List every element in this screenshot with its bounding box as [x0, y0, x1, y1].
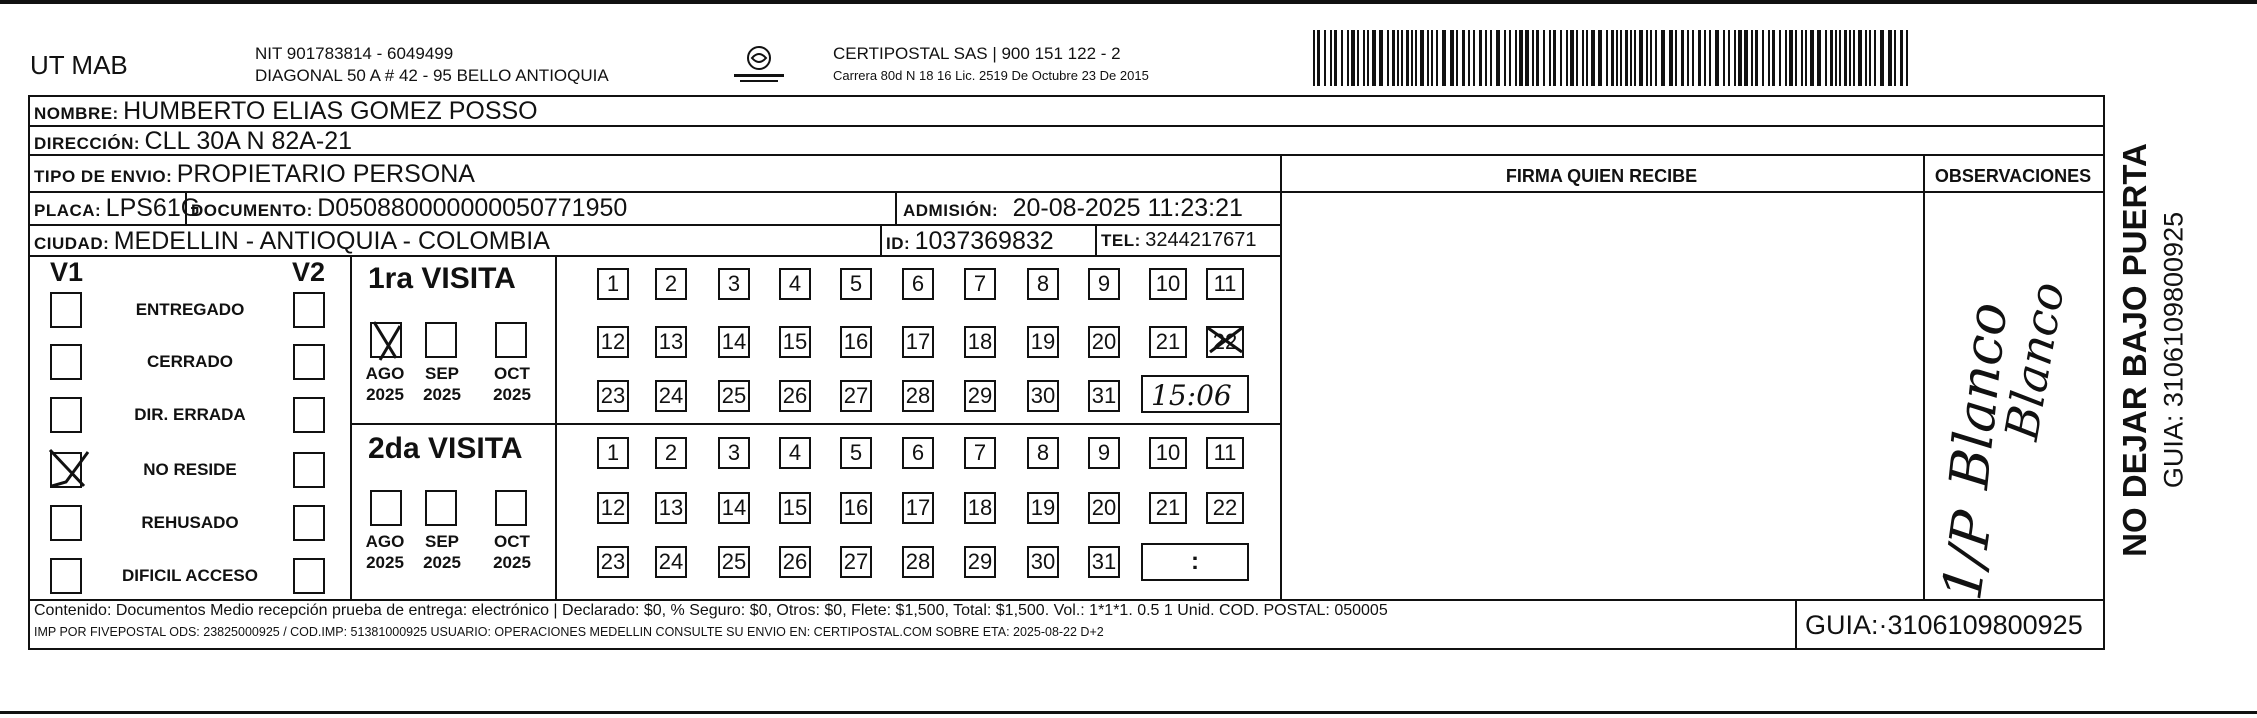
first-day-box[interactable]: 3 — [718, 268, 750, 300]
first-month-checkbox[interactable] — [495, 322, 527, 358]
barcode — [1313, 30, 1911, 86]
first-day-box[interactable]: 11 — [1206, 268, 1244, 300]
first-day-box[interactable]: 18 — [964, 326, 996, 358]
status-label: CERRADO — [147, 352, 233, 371]
grid-row3 — [28, 191, 2103, 193]
grid-status-right — [350, 255, 352, 600]
carrier-logo — [728, 42, 790, 88]
carrier-name: CERTIPOSTAL SAS | 900 151 122 - 2 — [833, 44, 1121, 63]
grid-row4 — [28, 224, 1282, 226]
handwriting-1p: 1/P — [1930, 507, 2005, 604]
grid-guia-left — [1795, 599, 1797, 649]
first-day-box[interactable]: 25 — [718, 380, 750, 412]
first-day-box[interactable]: 14 — [718, 326, 750, 358]
id-value: 1037369832 — [914, 227, 1054, 255]
first-day-box[interactable]: 6 — [902, 268, 934, 300]
nombre-label: NOMBRE: — [34, 104, 119, 123]
second-day-box[interactable]: 2 — [655, 437, 687, 469]
first-day-box[interactable]: 16 — [840, 326, 872, 358]
status-label: ENTREGADO — [135, 300, 245, 319]
id-row — [886, 227, 1054, 256]
status-label: DIFICIL ACCESO — [121, 566, 258, 585]
first-visit-time: 15:06 — [1151, 379, 1232, 412]
second-year-label: 2025 — [493, 553, 531, 572]
second-day-box[interactable]: 8 — [1027, 437, 1059, 469]
second-month-label: OCT — [494, 532, 530, 551]
second-year-label: 2025 — [366, 553, 404, 572]
v2-checkbox[interactable] — [293, 505, 325, 541]
first-day-box[interactable]: 10 — [1149, 268, 1187, 300]
v2-checkbox[interactable] — [293, 344, 325, 380]
footer-guia: GUIA:·3106109800925 — [1805, 610, 2083, 640]
first-year-label: 2025 — [423, 385, 461, 404]
handwriting-blanco-2: Blanco — [1994, 278, 2075, 444]
second-visit-title: 2da VISITA — [368, 432, 523, 465]
second-day-box[interactable]: 15 — [779, 492, 811, 524]
second-month-label: AGO — [365, 532, 405, 551]
grid-visits-mid — [350, 423, 1282, 425]
no-reside-check-mark — [44, 444, 94, 494]
grid-right — [2103, 95, 2105, 650]
documento-label: DOCUMENTO: — [191, 201, 313, 220]
day22-check-mark — [1204, 322, 1246, 358]
second-visit-time-box[interactable] — [1141, 543, 1249, 581]
v1-checkbox[interactable] — [50, 397, 82, 433]
tel-label: TEL: — [1101, 231, 1141, 250]
tel-row — [1101, 229, 1256, 252]
documento-row — [191, 194, 627, 223]
tipo-value: PROPIETARIO PERSONA — [176, 160, 475, 188]
first-day-box[interactable]: 27 — [840, 380, 872, 412]
first-year-label: 2025 — [493, 385, 531, 404]
first-day-box[interactable]: 24 — [655, 380, 687, 412]
second-day-box[interactable]: 31 — [1088, 546, 1120, 578]
first-day-box[interactable]: 8 — [1027, 268, 1059, 300]
second-year-label: 2025 — [423, 553, 461, 572]
second-day-box[interactable]: 22 — [1206, 492, 1244, 524]
first-visit-title: 1ra VISITA — [368, 262, 516, 295]
second-day-box[interactable]: 30 — [1027, 546, 1059, 578]
nombre-value: HUMBERTO ELIAS GOMEZ POSSO — [123, 97, 538, 125]
first-day-box[interactable]: 19 — [1027, 326, 1059, 358]
v1-checkbox[interactable] — [50, 558, 82, 594]
second-day-box[interactable]: 26 — [779, 546, 811, 578]
first-day-box[interactable]: 20 — [1088, 326, 1120, 358]
footer-contenido: Contenido: Documentos Medio recepción prueba de entrega: electrónico | Declarado: $0, % Seguro: $0, Otros: $0, Flete: $1,500, Total: $1,500. Vol.: 1*1*1. 0.5 1 Unid. COD. POSTAL: 050005 — [34, 602, 1388, 619]
first-month-label: AGO — [365, 364, 405, 383]
second-month-checkbox[interactable] — [495, 490, 527, 526]
first-day-box[interactable]: 12 — [597, 326, 629, 358]
first-day-box[interactable]: 28 — [902, 380, 934, 412]
ago-check-mark — [366, 316, 410, 364]
observaciones-area[interactable] — [1925, 194, 2101, 604]
second-month-label: SEP — [424, 532, 460, 551]
second-day-box[interactable]: 25 — [718, 546, 750, 578]
direccion-row — [34, 127, 352, 156]
first-day-box[interactable]: 26 — [779, 380, 811, 412]
company-name: UT MAB — [30, 50, 128, 80]
admision-row — [903, 194, 1243, 223]
v2-checkbox[interactable] — [293, 292, 325, 328]
second-day-box[interactable]: 10 — [1149, 437, 1187, 469]
grid-left — [28, 95, 30, 650]
footer-imp: IMP POR FIVEPOSTAL ODS: 23825000925 / COD.IMP: 51381000925 USUARIO: OPERACIONES MEDELLIN CONSULTE SU ENVIO EN: CERTIPOSTAL.COM SOBRE ETA: 2025-08-22 D+2 — [34, 625, 1104, 639]
carrier-license: Carrera 80d N 18 16 Lic. 2519 De Octubre 23 De 2015 — [833, 68, 1149, 83]
grid-admision-sep — [895, 191, 897, 224]
top-border — [0, 0, 2257, 4]
placa-value: LPS61G — [105, 194, 201, 222]
v2-checkbox[interactable] — [293, 452, 325, 488]
placa-label: PLACA: — [34, 201, 102, 220]
ciudad-label: CIUDAD: — [34, 234, 110, 253]
first-visit-time-box[interactable] — [1141, 375, 1249, 413]
second-day-box[interactable]: 9 — [1088, 437, 1120, 469]
ciudad-value: MEDELLIN - ANTIOQUIA - COLOMBIA — [113, 227, 550, 255]
admision-value: 20-08-2025 11:23:21 — [1012, 194, 1243, 222]
second-day-box[interactable]: 5 — [840, 437, 872, 469]
second-day-box[interactable]: 18 — [964, 492, 996, 524]
first-day-box[interactable]: 7 — [964, 268, 996, 300]
v2-label: V2 — [292, 257, 326, 287]
status-label: NO RESIDE — [143, 460, 237, 479]
second-day-box[interactable]: 24 — [655, 546, 687, 578]
first-day-box[interactable]: 23 — [597, 380, 629, 412]
first-day-box[interactable]: 15 — [779, 326, 811, 358]
first-month-checkbox[interactable] — [425, 322, 457, 358]
first-month-label: SEP — [424, 364, 460, 383]
second-day-box[interactable]: 1 — [597, 437, 629, 469]
second-day-box[interactable]: 21 — [1149, 492, 1187, 524]
bottom-border — [0, 711, 2257, 714]
grid-firma-left — [1280, 154, 1282, 600]
second-day-box[interactable]: 19 — [1027, 492, 1059, 524]
documento-value: D050880000000050771950 — [317, 194, 628, 222]
status-label: REHUSADO — [141, 513, 239, 532]
observaciones-header: OBSERVACIONES — [1934, 166, 2092, 186]
v2-checkbox[interactable] — [293, 558, 325, 594]
first-day-box[interactable]: 30 — [1027, 380, 1059, 412]
second-day-box[interactable]: 20 — [1088, 492, 1120, 524]
first-day-box[interactable]: 9 — [1088, 268, 1120, 300]
v2-checkbox[interactable] — [293, 397, 325, 433]
admision-label: ADMISIÓN: — [903, 201, 999, 220]
v1-checkbox[interactable] — [50, 505, 82, 541]
direccion-value: CLL 30A N 82A-21 — [144, 127, 353, 155]
company-nit: NIT 901783814 - 6049499 — [255, 44, 454, 63]
first-day-box[interactable]: 2 — [655, 268, 687, 300]
second-month-checkbox[interactable] — [425, 490, 457, 526]
first-day-box[interactable]: 31 — [1088, 380, 1120, 412]
first-day-box[interactable]: 17 — [902, 326, 934, 358]
grid-id-sep — [880, 224, 882, 255]
first-day-box[interactable]: 1 — [597, 268, 629, 300]
firma-header: FIRMA QUIEN RECIBE — [1505, 166, 1698, 186]
company-address: DIAGONAL 50 A # 42 - 95 BELLO ANTIOQUIA — [255, 66, 609, 85]
second-day-box[interactable]: 14 — [718, 492, 750, 524]
direccion-label: DIRECCIÓN: — [34, 134, 141, 153]
second-day-box[interactable]: 11 — [1206, 437, 1244, 469]
second-day-box[interactable]: 7 — [964, 437, 996, 469]
grid-tel-sep — [1095, 224, 1097, 255]
v1-checkbox[interactable] — [50, 344, 82, 380]
status-label: DIR. ERRADA — [134, 405, 246, 424]
first-day-box[interactable]: 29 — [964, 380, 996, 412]
first-day-box[interactable]: 5 — [840, 268, 872, 300]
second-day-box[interactable]: 23 — [597, 546, 629, 578]
second-day-box[interactable]: 13 — [655, 492, 687, 524]
id-label: ID: — [886, 234, 911, 253]
second-day-box[interactable]: 27 — [840, 546, 872, 578]
side-guia: GUIA: 3106109800925 — [2158, 211, 2189, 489]
tipo-row — [34, 160, 475, 189]
handwriting-blanco-1: Blanco — [1937, 299, 2020, 492]
grid-bottom — [28, 648, 2103, 650]
second-day-box[interactable]: 28 — [902, 546, 934, 578]
side-warning: NO DEJAR BAJO PUERTA — [2116, 143, 2153, 557]
second-day-box[interactable]: 12 — [597, 492, 629, 524]
v1-checkbox[interactable] — [50, 292, 82, 328]
tipo-label: TIPO DE ENVIO: — [34, 167, 173, 186]
second-day-box[interactable]: 3 — [718, 437, 750, 469]
second-day-box[interactable]: 29 — [964, 546, 996, 578]
second-day-box[interactable]: 6 — [902, 437, 934, 469]
grid-months-right — [555, 255, 557, 600]
first-day-box[interactable]: 4 — [779, 268, 811, 300]
second-day-box[interactable]: 17 — [902, 492, 934, 524]
nombre-row — [34, 97, 538, 126]
first-month-label: OCT — [494, 364, 530, 383]
first-day-box[interactable]: 13 — [655, 326, 687, 358]
second-month-checkbox[interactable] — [370, 490, 402, 526]
first-day-box[interactable]: 21 — [1149, 326, 1187, 358]
v1-label: V1 — [50, 257, 84, 287]
second-visit-time: : — [1191, 548, 1199, 575]
first-day-box[interactable]: 22 — [1206, 326, 1244, 358]
second-day-box[interactable]: 16 — [840, 492, 872, 524]
grid-footer-top — [28, 599, 2103, 601]
signature-area[interactable] — [1283, 194, 1921, 597]
tel-value: 3244217671 — [1145, 229, 1257, 251]
second-day-box[interactable]: 4 — [779, 437, 811, 469]
ciudad-row — [34, 227, 550, 256]
placa-row — [34, 194, 200, 223]
first-year-label: 2025 — [366, 385, 404, 404]
